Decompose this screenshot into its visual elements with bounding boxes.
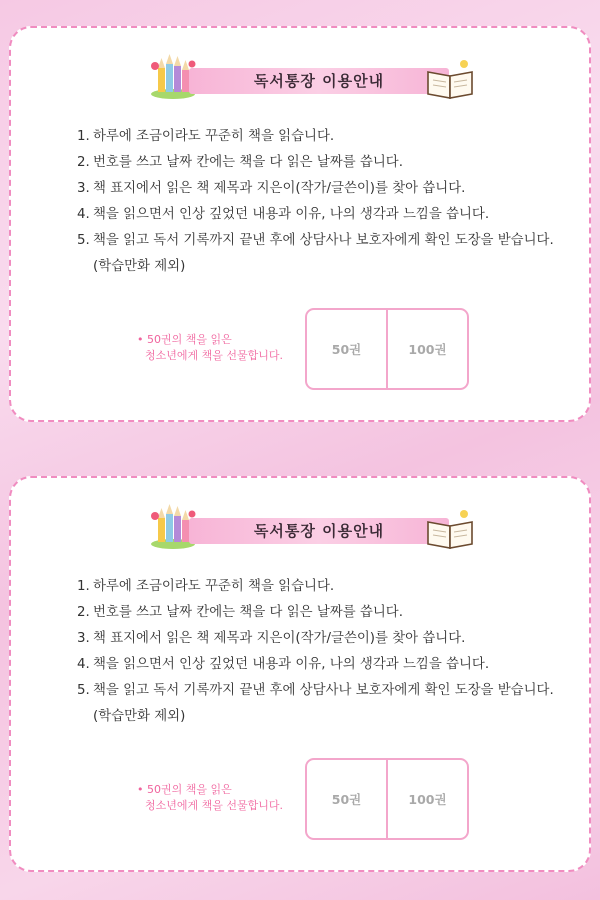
stamp-box [305, 758, 469, 840]
list-item: 5. 책을 읽고 독서 기록까지 끝낸 후에 상담사나 보호자에게 확인 도장을 받습니다.(학습만화 제외) [77, 233, 554, 274]
guide-banner [149, 64, 467, 100]
open-book-icon [424, 58, 476, 100]
list-item: 4. 책을 읽으면서 인상 깊었던 내용과 이유, 나의 생각과 느낌을 씁니다. [77, 657, 490, 672]
gift-note [137, 782, 307, 814]
stamp-100: 100권 [386, 760, 467, 838]
open-book-icon [424, 508, 476, 550]
list-item: 2. 번호를 쓰고 날짜 칸에는 책을 다 읽은 날짜를 씁니다. [77, 605, 403, 620]
guide-title: 독서통장 이용안내 [253, 522, 385, 540]
gift-note-line2: 청소년에게 책을 선물합니다. [145, 349, 284, 362]
list-item: 2. 번호를 쓰고 날짜 칸에는 책을 다 읽은 날짜를 씁니다. [77, 155, 403, 170]
list-item: 3. 책 표지에서 읽은 책 제목과 지은이(작가/글쓴이)를 찾아 씁니다. [77, 631, 466, 646]
stamp-100: 100권 [386, 310, 467, 388]
gift-note [137, 332, 307, 364]
gift-note-line2: 청소년에게 책을 선물합니다. [145, 799, 284, 812]
list-item: 3. 책 표지에서 읽은 책 제목과 지은이(작가/글쓴이)를 찾아 씁니다. [77, 181, 466, 196]
guide-banner [149, 514, 467, 550]
list-item: 1. 하루에 조금이라도 꾸준히 책을 읽습니다. [77, 579, 335, 594]
gift-note-line1: • 50권의 책을 읽은 [137, 783, 232, 796]
stamp-box [305, 308, 469, 390]
guide-list [77, 124, 557, 280]
list-item: 5. 책을 읽고 독서 기록까지 끝낸 후에 상담사나 보호자에게 확인 도장을 받습니다.(학습만화 제외) [77, 683, 554, 724]
guide-title: 독서통장 이용안내 [253, 72, 385, 90]
guide-card-1 [9, 26, 591, 422]
gift-note-line1: • 50권의 책을 읽은 [137, 333, 232, 346]
stamp-50: 50권 [331, 342, 362, 357]
guide-card-2 [9, 476, 591, 872]
list-item: 4. 책을 읽으면서 인상 깊었던 내용과 이유, 나의 생각과 느낌을 씁니다. [77, 207, 490, 222]
list-item: 1. 하루에 조금이라도 꾸준히 책을 읽습니다. [77, 129, 335, 144]
stamp-50: 50권 [331, 792, 362, 807]
guide-list [77, 574, 557, 730]
